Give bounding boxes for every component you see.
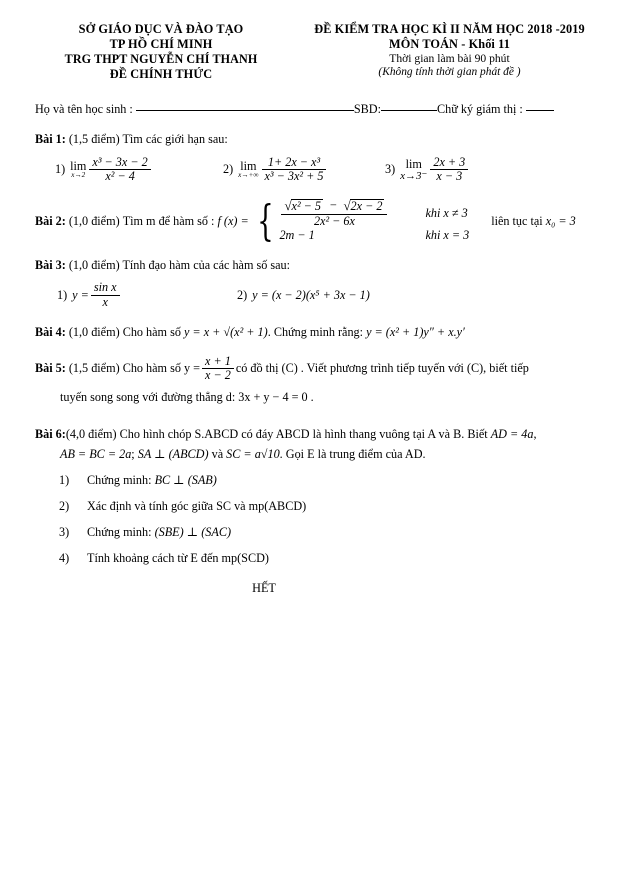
question-5-text-b: có đồ thị (C) . Viết phương trình tiếp tuyến với (C), biết tiếp: [235, 361, 529, 376]
piecewise-case-2: [279, 228, 469, 243]
question-1-points: (1,5 điểm): [68, 131, 120, 146]
question-3-heading: [35, 258, 603, 273]
question-6-sa-perp: SA ⊥ (ABCD): [137, 447, 209, 461]
sbd-label: SBD:: [353, 101, 381, 116]
student-name-label: Họ và tên học sinh :: [35, 101, 133, 116]
limit-item-3: [385, 156, 470, 184]
question-2: [35, 195, 603, 245]
question-6-line-1-text: Cho hình chóp S.ABCD có đáy ABCD là hình thang vuông tại A và B. Biết: [119, 427, 488, 441]
limit-operator-3: [400, 158, 427, 181]
signature-label: Chữ ký giám thị :: [436, 101, 523, 116]
question-6-and: và: [211, 447, 224, 461]
question-6-item-4-text: [87, 551, 269, 566]
radical-sign-icon: √: [284, 198, 292, 214]
question-6-item-2-label: Xác định và tính góc giữa SC và mp(ABCD): [87, 499, 307, 513]
signature-field[interactable]: [526, 110, 554, 111]
sqrt-2x-minus-2: [343, 199, 384, 214]
derivative-item-1-fraction: [91, 281, 120, 309]
student-info-line: [0, 102, 621, 117]
limit-op-text-1: lim: [70, 159, 87, 174]
question-6-item-3-text: [87, 525, 231, 540]
question-2-points: (1,0 điểm): [68, 213, 120, 228]
question-6-item-3: [59, 525, 603, 540]
piecewise-case-2-expression: 2m − 1: [279, 228, 315, 243]
end-of-exam-marker: HẾT: [252, 581, 276, 595]
limit-fraction-3: [430, 156, 468, 184]
question-6-item-2: [59, 499, 603, 514]
limit-op-text-2: lim: [240, 159, 257, 174]
question-5-denominator: x − 2: [204, 368, 231, 383]
question-1-items: [35, 156, 603, 184]
limit-item-1: [55, 156, 223, 184]
piecewise-cases: [279, 199, 469, 243]
derivative-item-2-expression: y = (x − 2)(x⁵ + 3x − 1): [252, 288, 370, 303]
question-6-item-3-label: Chứng minh:: [87, 525, 152, 539]
question-1: [35, 132, 603, 184]
question-5-numerator: x + 1: [202, 355, 234, 370]
question-4-points: (1,0 điểm): [68, 324, 120, 339]
limit-fraction-1-denominator: x² − 4: [105, 169, 135, 184]
piecewise-case-2-condition: khi x = 3: [425, 228, 470, 243]
limit-subscript-3: x→3⁻: [400, 169, 428, 182]
school-name: TRG THPT NGUYỄN CHÍ THANH: [64, 52, 258, 66]
sbd-field[interactable]: [381, 110, 437, 111]
derivative-item-1-denominator: x: [102, 295, 108, 310]
question-5-fraction: [202, 355, 234, 383]
question-4-text-b: . Chứng minh rằng:: [267, 324, 364, 339]
case-1-denominator: 2x² − 6x: [313, 213, 355, 228]
question-6-ab-bc-value: AB = BC = 2a: [60, 447, 132, 461]
header-left-block: [30, 22, 292, 82]
exam-title: ĐỀ KIỂM TRA HỌC KÌ II NĂM HỌC 2018 -2019: [314, 22, 585, 36]
radical-sign-icon: √: [343, 198, 351, 214]
question-3-points: (1,0 điểm): [68, 258, 120, 273]
limit-operator-1: [70, 160, 86, 179]
question-4-text-a: Cho hàm số: [122, 324, 181, 339]
limit-fraction-2-denominator: x³ − 3x² + 5: [264, 169, 324, 184]
question-6-item-4-label: Tính khoảng cách từ E đến mp(SCD): [87, 551, 269, 565]
question-3-label: Bài 3:: [35, 258, 66, 273]
limit-item-2-number: 2): [223, 162, 234, 177]
limit-op-text-3: lim: [405, 157, 422, 172]
derivative-item-1-numerator: sin x: [91, 281, 120, 296]
question-6-heading: [35, 427, 603, 442]
derivative-item-1: [57, 281, 237, 309]
header-right-block: [292, 22, 607, 82]
derivative-item-2: [237, 288, 370, 303]
question-2-function-name: f (x) =: [217, 213, 249, 228]
city-name: TP HỒ CHÍ MINH: [109, 37, 213, 51]
questions-area: [0, 132, 621, 596]
derivative-item-2-number: 2): [237, 288, 248, 303]
limit-subscript-2: x→+∞: [238, 171, 259, 180]
question-6-item-1-number: 1): [59, 473, 70, 487]
question-4-result: y = (x² + 1)y″ + x.y′: [366, 324, 465, 339]
official-exam-label: ĐỀ CHÍNH THỨC: [109, 66, 213, 81]
question-3-items: [35, 281, 603, 309]
limit-fraction-3-denominator: x − 3: [436, 169, 463, 184]
question-6-comma: ,: [533, 427, 537, 441]
piecewise-brace: {: [256, 195, 274, 245]
question-6-item-2-number: 2): [59, 499, 70, 513]
limit-item-2: [223, 156, 385, 184]
limit-fraction-1: [89, 156, 150, 184]
question-6-item-3-math: (SBE) ⊥ (SAC): [154, 525, 232, 539]
question-3: [35, 258, 603, 309]
question-5-heading: [35, 355, 603, 383]
question-5-points: (1,5 điểm): [68, 361, 120, 376]
question-5: [35, 355, 603, 405]
question-5-line-2: tuyến song song với đường thẳng d: 3x + y − 4 = 0 .: [60, 390, 314, 404]
derivative-item-1-lhs: y =: [72, 288, 89, 303]
sqrt-2x-minus-2-radicand: 2x − 2: [350, 199, 383, 214]
limit-item-3-number: 3): [385, 162, 396, 177]
question-4: [35, 325, 603, 340]
question-6-item-4: [59, 551, 603, 566]
limit-subscript-1: x→2: [71, 171, 86, 180]
question-1-heading: [35, 132, 603, 147]
subject-grade: MÔN TOÁN - Khối 11: [389, 37, 510, 51]
case-1-fraction: [281, 199, 387, 228]
question-6-item-1-text: [87, 473, 217, 488]
question-1-prompt: Tìm các giới hạn sau:: [122, 131, 228, 146]
question-2-tail-text: liên tục tại: [491, 213, 543, 228]
question-6-ad-value: AD = 4a: [490, 427, 534, 441]
question-5-label: Bài 5:: [35, 361, 66, 376]
question-6-points: (4,0 điểm): [65, 427, 117, 441]
question-2-prompt: Tìm m để hàm số :: [122, 213, 215, 228]
question-2-heading: [35, 195, 603, 245]
derivative-item-1-number: 1): [57, 288, 68, 303]
question-6-sc-value: SC = a√10: [226, 447, 280, 461]
question-6: [35, 427, 603, 596]
question-6-item-4-number: 4): [59, 551, 70, 565]
limit-fraction-2: [262, 156, 327, 184]
limit-fraction-3-numerator: 2x + 3: [430, 156, 468, 171]
question-3-prompt: Tính đạo hàm của các hàm số sau:: [122, 258, 290, 273]
question-2-tail-math: x₀ = 3: [545, 213, 576, 228]
limit-operator-2: [238, 160, 258, 179]
question-6-item-3-number: 3): [59, 525, 70, 539]
question-6-item-1-label: Chứng minh:: [87, 473, 152, 487]
minus-operator: −: [326, 198, 341, 213]
question-6-item-1: [59, 473, 603, 488]
question-4-label: Bài 4:: [35, 324, 66, 339]
question-6-item-2-text: [87, 499, 306, 514]
case-1-numerator: [281, 199, 387, 215]
department-name: SỞ GIÁO DỤC VÀ ĐÀO TẠO: [78, 22, 244, 36]
document-header: [0, 0, 621, 82]
question-6-semicolon: ;: [131, 447, 135, 461]
question-5-text-a: Cho hàm số y =: [122, 361, 200, 376]
question-6-subitems: [35, 473, 603, 566]
question-4-function: y = x + √(x² + 1): [183, 324, 268, 339]
student-name-field[interactable]: [136, 110, 354, 111]
piecewise-case-1: [279, 199, 469, 228]
piecewise-case-1-expression: [279, 199, 411, 228]
question-1-label: Bài 1:: [35, 131, 66, 146]
question-6-midpoint-text: . Gọi E là trung điểm của AD.: [279, 447, 426, 461]
question-2-label: Bài 2:: [35, 213, 66, 228]
duration-note: (Không tính thời gian phát đề ): [378, 66, 521, 79]
question-4-heading: [35, 325, 603, 340]
duration: Thời gian làm bài 90 phút: [389, 52, 510, 65]
limit-fraction-1-numerator: x³ − 3x − 2: [89, 156, 150, 171]
limit-item-1-number: 1): [55, 162, 66, 177]
piecewise-case-1-condition: khi x ≠ 3: [425, 206, 468, 221]
sqrt-x2-minus-5: [284, 199, 323, 214]
question-6-label: Bài 6:: [35, 427, 66, 441]
question-6-item-1-math: BC ⊥ (SAB): [154, 473, 217, 487]
sqrt-x2-minus-5-radicand: x² − 5: [291, 199, 322, 214]
limit-fraction-2-numerator: 1+ 2x − x³: [262, 156, 327, 171]
question-6-line-2: [35, 447, 603, 462]
